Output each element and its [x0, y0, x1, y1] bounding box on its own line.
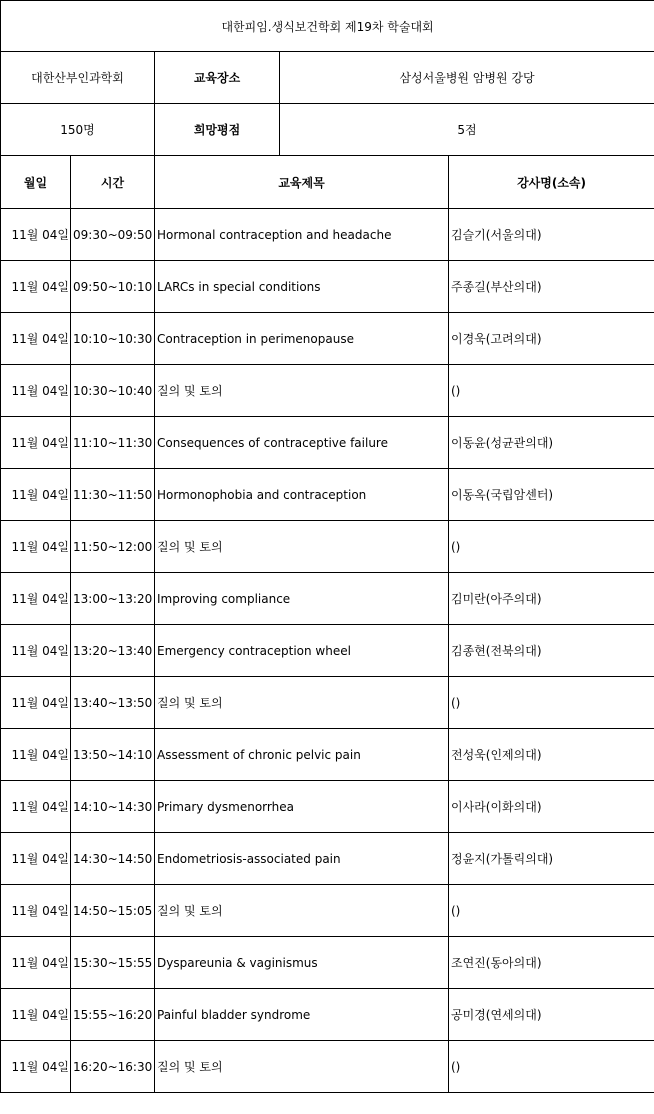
table-row: [1, 469, 654, 521]
session-time: 15:30~15:55: [71, 937, 155, 989]
session-date: 11월 04일: [1, 573, 71, 625]
table-row: [1, 781, 654, 833]
session-topic: Improving compliance: [155, 573, 449, 625]
session-time: 13:50~14:10: [71, 729, 155, 781]
session-time: 11:10~11:30: [71, 417, 155, 469]
session-date: 11월 04일: [1, 1041, 71, 1093]
session-date: 11월 04일: [1, 937, 71, 989]
session-time: 10:10~10:30: [71, 313, 155, 365]
table-row: [1, 677, 654, 729]
session-date: 11월 04일: [1, 781, 71, 833]
session-topic: 질의 및 토의: [155, 885, 449, 937]
session-topic: LARCs in special conditions: [155, 261, 449, 313]
session-speaker: 김슬기(서울의대): [449, 209, 654, 261]
header-date: 월일: [1, 156, 71, 209]
session-speaker: (): [449, 521, 654, 573]
session-time: 16:20~16:30: [71, 1041, 155, 1093]
session-date: 11월 04일: [1, 729, 71, 781]
points-label: 희망평점: [155, 104, 280, 156]
session-topic: 질의 및 토의: [155, 521, 449, 573]
session-time: 13:20~13:40: [71, 625, 155, 677]
table-row: [1, 989, 654, 1041]
session-topic: 질의 및 토의: [155, 365, 449, 417]
session-speaker: (): [449, 1041, 654, 1093]
session-date: 11월 04일: [1, 521, 71, 573]
event-title: 대한피임.생식보건학회 제19차 학술대회: [1, 1, 654, 52]
session-date: 11월 04일: [1, 677, 71, 729]
session-time: 14:30~14:50: [71, 833, 155, 885]
header-time: 시간: [71, 156, 155, 209]
table-row: [1, 417, 654, 469]
session-time: 10:30~10:40: [71, 365, 155, 417]
table-row: [1, 573, 654, 625]
session-speaker: 김미란(아주의대): [449, 573, 654, 625]
session-topic: 질의 및 토의: [155, 677, 449, 729]
venue-label: 교육장소: [155, 52, 280, 104]
session-speaker: 김종현(전북의대): [449, 625, 654, 677]
session-topic: Endometriosis-associated pain: [155, 833, 449, 885]
session-speaker: 전성욱(인제의대): [449, 729, 654, 781]
session-speaker: 정윤지(가톨릭의대): [449, 833, 654, 885]
session-date: 11월 04일: [1, 417, 71, 469]
table-row: [1, 833, 654, 885]
session-topic: Assessment of chronic pelvic pain: [155, 729, 449, 781]
venue-row: [1, 52, 654, 104]
session-speaker: 이동윤(성균관의대): [449, 417, 654, 469]
session-speaker: 주종길(부산의대): [449, 261, 654, 313]
session-topic: Painful bladder syndrome: [155, 989, 449, 1041]
session-date: 11월 04일: [1, 833, 71, 885]
table-row: [1, 1041, 654, 1093]
session-speaker: 이경욱(고려의대): [449, 313, 654, 365]
session-speaker: (): [449, 365, 654, 417]
session-speaker: 조연진(동아의대): [449, 937, 654, 989]
session-date: 11월 04일: [1, 313, 71, 365]
header-speaker: 강사명(소속): [449, 156, 654, 209]
table-row: [1, 261, 654, 313]
table-row: [1, 209, 654, 261]
session-topic: Hormonophobia and contraception: [155, 469, 449, 521]
session-date: 11월 04일: [1, 261, 71, 313]
session-time: 13:00~13:20: [71, 573, 155, 625]
table-row: [1, 937, 654, 989]
session-date: 11월 04일: [1, 625, 71, 677]
table-row: [1, 885, 654, 937]
session-time: 09:30~09:50: [71, 209, 155, 261]
session-topic: Consequences of contraceptive failure: [155, 417, 449, 469]
session-time: 11:50~12:00: [71, 521, 155, 573]
session-speaker: 공미경(연세의대): [449, 989, 654, 1041]
table-row: [1, 729, 654, 781]
session-topic: 질의 및 토의: [155, 1041, 449, 1093]
session-date: 11월 04일: [1, 885, 71, 937]
points-row: [1, 104, 654, 156]
session-date: 11월 04일: [1, 989, 71, 1041]
session-speaker: 이사라(이화의대): [449, 781, 654, 833]
session-date: 11월 04일: [1, 365, 71, 417]
header-topic: 교육제목: [155, 156, 449, 209]
session-topic: Emergency contraception wheel: [155, 625, 449, 677]
session-topic: Dyspareunia & vaginismus: [155, 937, 449, 989]
capacity: 150명: [1, 104, 155, 156]
session-time: 14:10~14:30: [71, 781, 155, 833]
header-row: [1, 156, 654, 209]
session-speaker: (): [449, 677, 654, 729]
session-topic: Contraception in perimenopause: [155, 313, 449, 365]
session-topic: Primary dysmenorrhea: [155, 781, 449, 833]
organizer: 대한산부인과학회: [1, 52, 155, 104]
table-row: [1, 365, 654, 417]
session-speaker: (): [449, 885, 654, 937]
session-time: 11:30~11:50: [71, 469, 155, 521]
title-row: [1, 1, 654, 52]
session-date: 11월 04일: [1, 209, 71, 261]
table-row: [1, 521, 654, 573]
table-row: [1, 313, 654, 365]
venue-value: 삼성서울병원 암병원 강당: [280, 52, 654, 104]
session-time: 15:55~16:20: [71, 989, 155, 1041]
session-topic: Hormonal contraception and headache: [155, 209, 449, 261]
session-time: 13:40~13:50: [71, 677, 155, 729]
points-value: 5점: [280, 104, 654, 156]
session-time: 14:50~15:05: [71, 885, 155, 937]
session-time: 09:50~10:10: [71, 261, 155, 313]
session-speaker: 이동옥(국립암센터): [449, 469, 654, 521]
table-row: [1, 625, 654, 677]
session-date: 11월 04일: [1, 469, 71, 521]
